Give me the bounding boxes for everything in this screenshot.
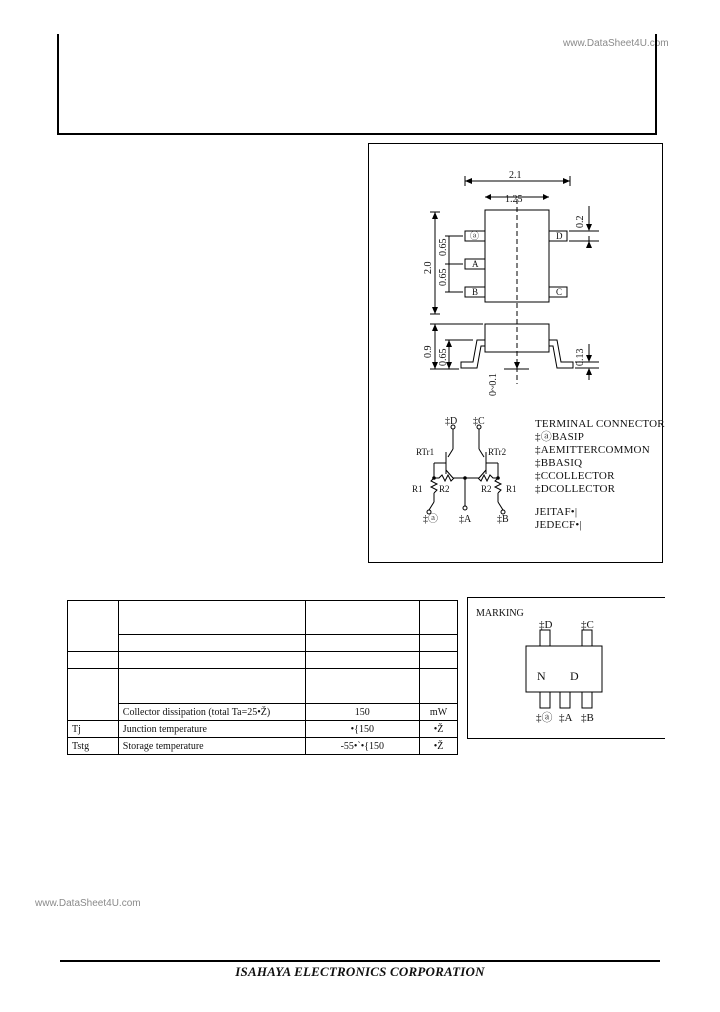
schematic-term-a: ‡A (459, 514, 472, 525)
cell-symbol (68, 652, 119, 669)
schematic-term-d: ‡D (445, 416, 458, 427)
dim-side-lead: 0.65 (438, 348, 449, 366)
package-outline-drawing (369, 144, 662, 562)
dim-pitch-upper: 0.65 (438, 238, 449, 256)
cell-rating: -55•`•{150 (305, 738, 420, 755)
marking-pin-c: ‡C (581, 619, 594, 631)
ratings-table (67, 600, 458, 755)
cell-rating (305, 669, 420, 704)
terminal-line-2: ‡AEMITTERCOMMON (535, 444, 650, 456)
cell-rating (305, 601, 420, 635)
schematic-rtr1: RTr1 (416, 447, 435, 457)
terminal-connector-title: TERMINAL CONNECTOR (535, 418, 665, 430)
cell-parameter (118, 634, 305, 651)
company-name: ISAHAYA ELECTRONICS CORPORATION (235, 964, 485, 979)
table-row (68, 652, 458, 669)
table-row (68, 704, 458, 721)
marking-pin-b: ‡B (581, 712, 594, 724)
cell-unit (420, 601, 458, 635)
terminal-line-4: ‡CCOLLECTOR (535, 470, 615, 482)
schematic-rtr2: RTr2 (488, 447, 507, 457)
pin-label-right-top: D (556, 231, 563, 241)
cell-unit: mW (420, 704, 458, 721)
dim-standoff: 0~0.1 (488, 373, 499, 396)
jeita-label: JEITAF•| (535, 506, 578, 518)
cell-symbol (68, 669, 119, 721)
dim-lead-top: 0.2 (575, 215, 586, 228)
cell-unit (420, 669, 458, 704)
watermark-top: www.DataSheet4U.com (563, 38, 669, 49)
footer-rule (60, 960, 660, 962)
cell-unit (420, 634, 458, 651)
cell-parameter (118, 601, 305, 635)
schematic-r1-right: R1 (506, 484, 517, 494)
dim-height-total: 2.0 (423, 261, 434, 274)
table-row (68, 634, 458, 651)
side-lead-left (461, 340, 485, 368)
outline-drawing-box (368, 143, 663, 563)
cell-parameter: Storage temperature (118, 738, 305, 755)
cell-parameter (118, 652, 305, 669)
pin-label-left-bot: B (472, 287, 479, 297)
cell-symbol: Tj (68, 721, 119, 738)
marking-drawing (468, 598, 665, 738)
schematic-term-c: ‡C (473, 416, 485, 427)
marking-pin-a: ‡A (559, 712, 573, 724)
cell-unit (420, 652, 458, 669)
cell-unit: •Ž (420, 738, 458, 755)
schematic-term-at: ‡ⓐ (423, 514, 438, 525)
table-row (68, 601, 458, 635)
schematic-r1-left: R1 (412, 484, 423, 494)
pin-label-left-mid: A (472, 259, 479, 269)
schematic-term-b: ‡B (497, 514, 509, 525)
terminal-line-5: ‡DCOLLECTOR (535, 483, 616, 495)
cell-rating (305, 652, 420, 669)
dim-side-height: 0.9 (423, 345, 434, 358)
cell-rating: •{150 (305, 721, 420, 738)
schematic-r2-left: R2 (439, 484, 450, 494)
dim-pitch-lower: 0.65 (438, 268, 449, 286)
marking-pin-at: ‡ⓐ (536, 712, 553, 724)
pin-label-left-top: ⓐ (470, 231, 480, 241)
marking-code-left: N (537, 669, 546, 683)
marking-title: MARKING (476, 608, 524, 619)
watermark-bottom: www.DataSheet4U.com (35, 898, 141, 909)
pin-label-right-bot: C (556, 287, 563, 297)
cell-rating: 150 (305, 704, 420, 721)
marking-code-right: D (570, 669, 579, 683)
title-block-frame (57, 34, 657, 135)
schematic-r2-right: R2 (481, 484, 492, 494)
cell-parameter (118, 669, 305, 704)
table-row (68, 738, 458, 755)
table-row (68, 721, 458, 738)
cell-rating (305, 634, 420, 651)
dim-width-body: 1.25 (505, 194, 523, 205)
dim-side-thickness: 0.13 (575, 348, 586, 366)
terminal-line-1: ‡ⓐBASIP (535, 431, 585, 443)
jedec-label: JEDECF•| (535, 519, 582, 531)
cell-parameter: Collector dissipation (total Ta=25•Ž) (118, 704, 305, 721)
cell-symbol (68, 601, 119, 652)
marking-box (467, 597, 665, 739)
cell-symbol: Tstg (68, 738, 119, 755)
table-row (68, 669, 458, 704)
dim-width-total: 2.1 (509, 170, 522, 181)
marking-pin-d: ‡D (539, 619, 553, 631)
cell-unit: •Ž (420, 721, 458, 738)
terminal-line-3: ‡BBASIQ (535, 457, 583, 469)
cell-parameter: Junction temperature (118, 721, 305, 738)
side-lead-right (549, 340, 573, 368)
